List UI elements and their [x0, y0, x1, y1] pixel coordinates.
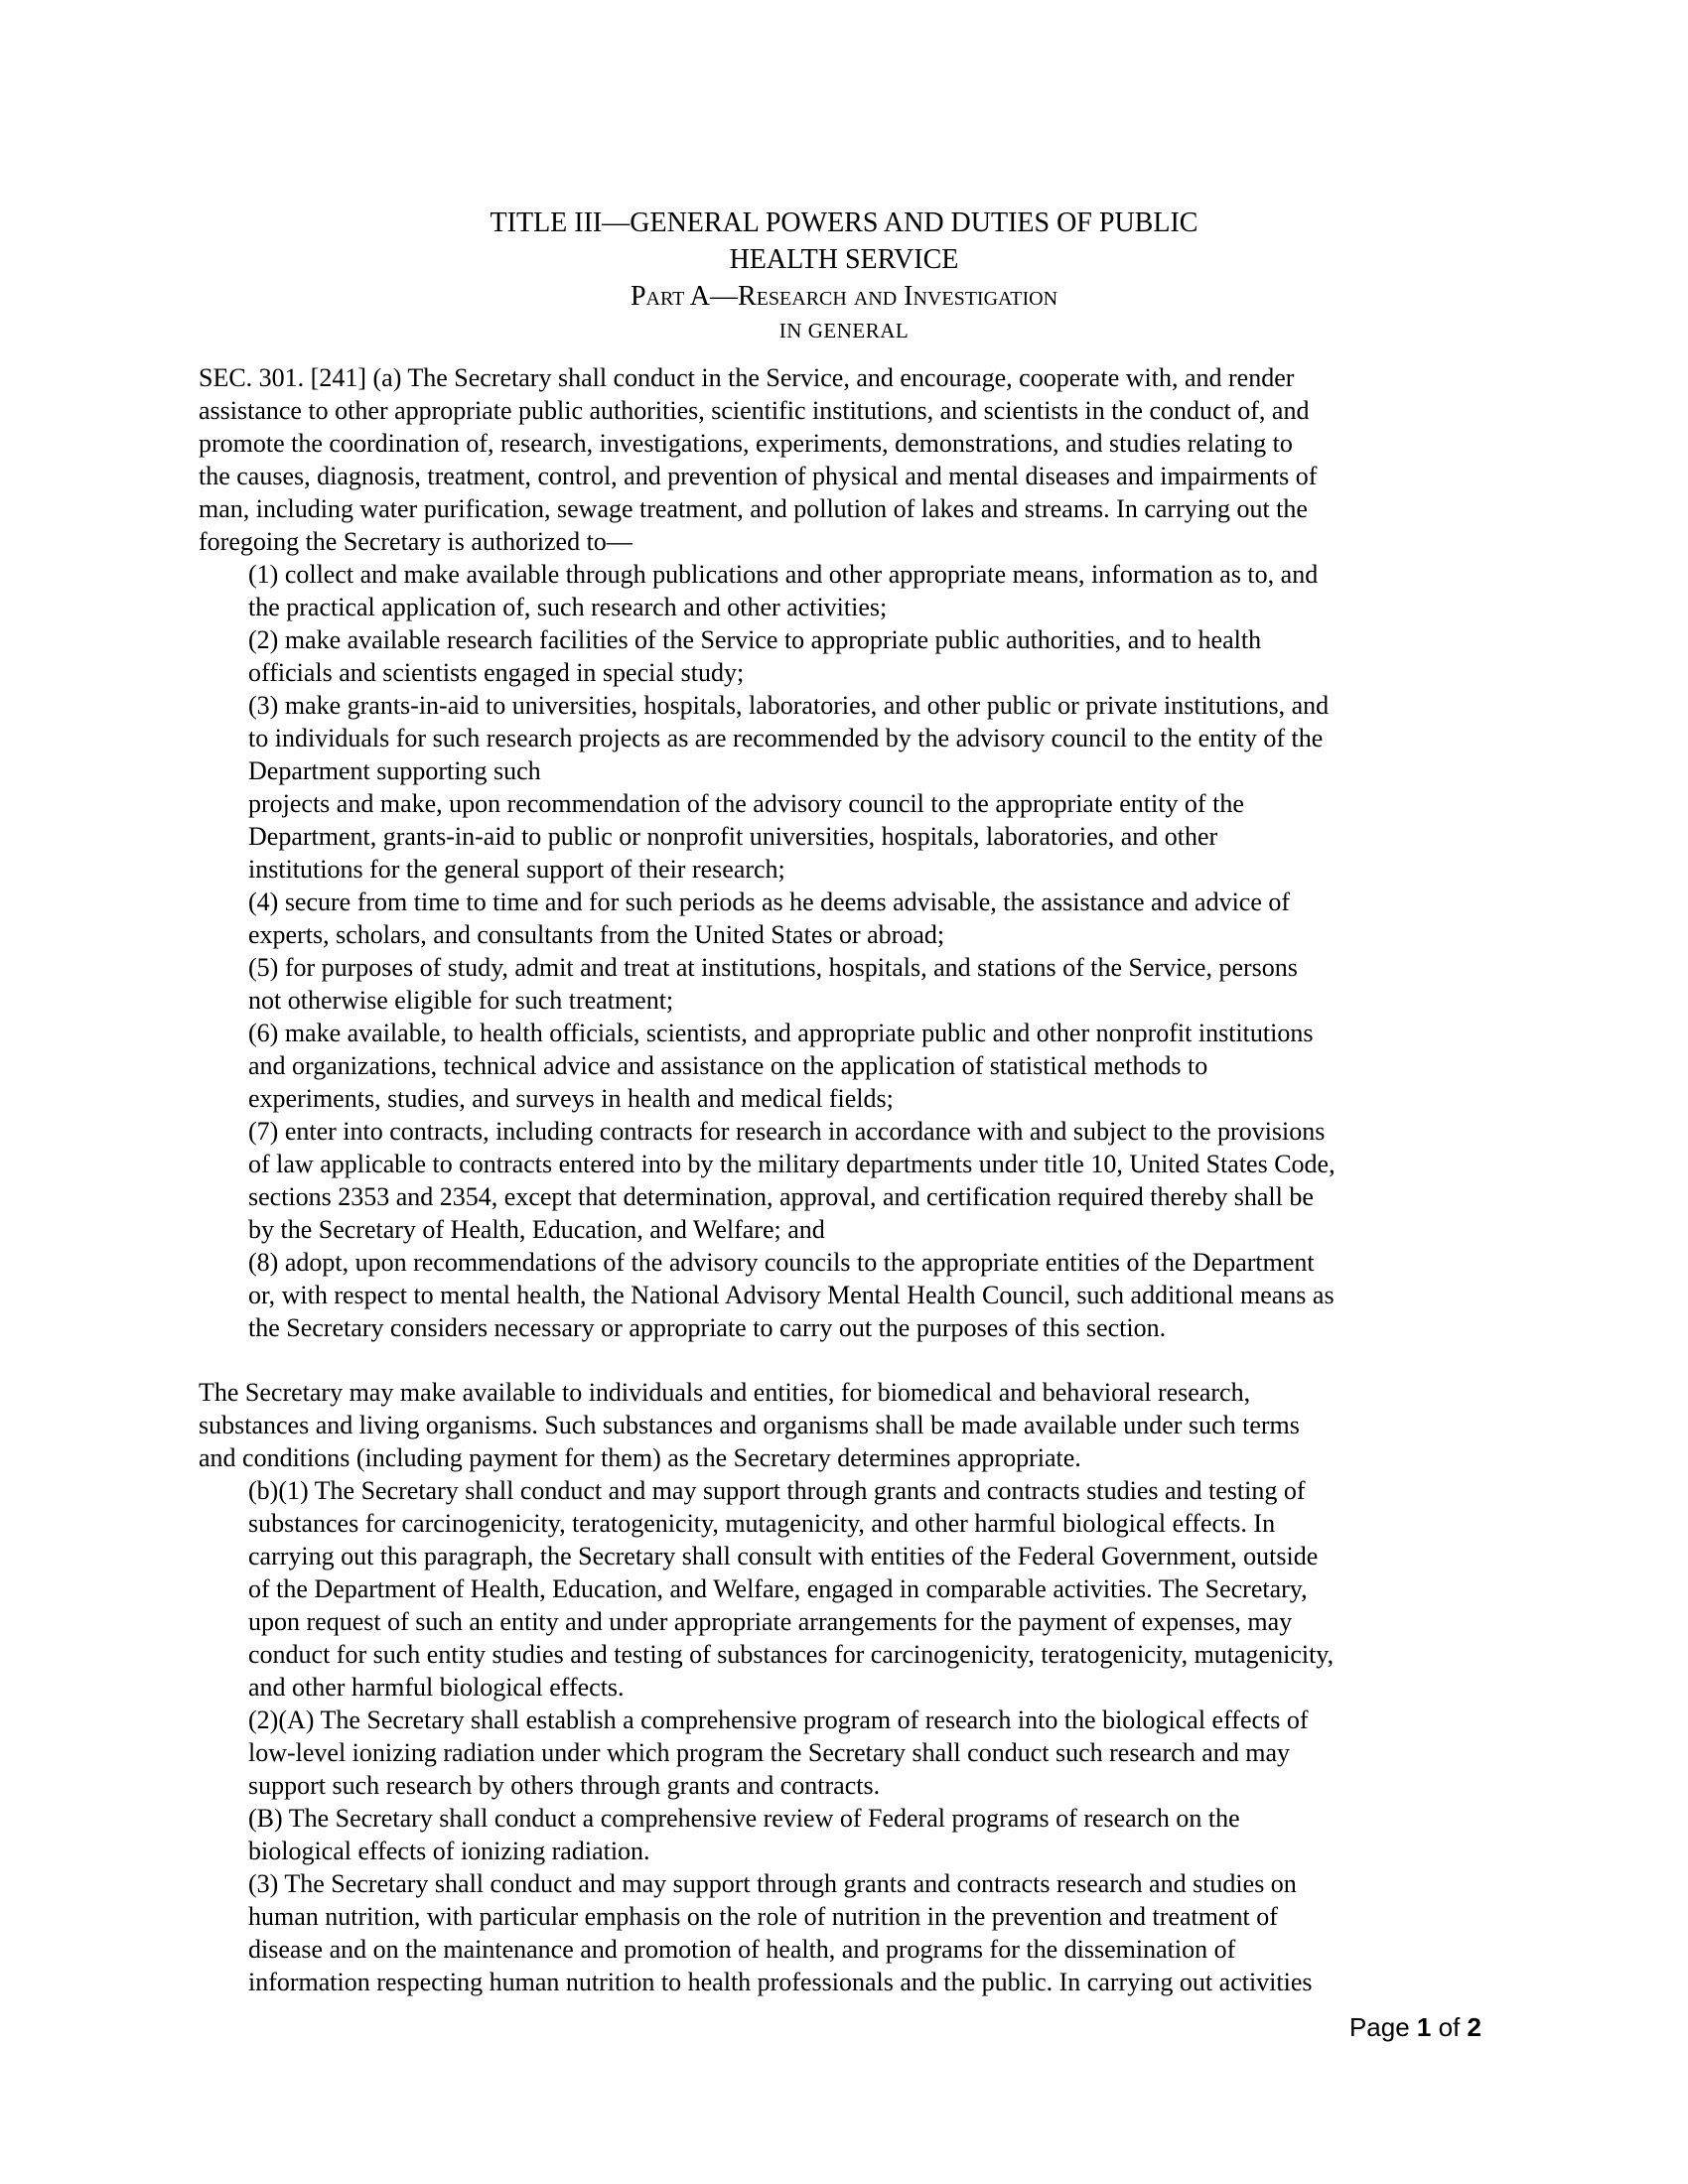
page-label: Page [1348, 2012, 1410, 2042]
paragraph-sec-301 [199, 361, 1489, 558]
paragraph-3 [248, 1867, 1489, 1998]
text-line: the causes, diagnosis, treatment, control, and prevention of physical and mental diseases and impairments of [199, 462, 1318, 490]
text-line: support such research by others through grants and contracts. [248, 1771, 881, 1800]
text-line: (b)(1) The Secretary shall conduct and may support through grants and contracts studies and testing of [248, 1476, 1306, 1505]
text-line: man, including water purification, sewage treatment, and pollution of lakes and streams. In carrying out the [199, 494, 1308, 523]
text-line: disease and on the maintenance and promotion of health, and programs for the dissemination of [248, 1935, 1236, 1964]
text-line: (6) make available, to health officials, scientists, and appropriate public and other nonprofit institutions [248, 1019, 1314, 1047]
text-line: foregoing the Secretary is authorized to— [199, 527, 633, 556]
text-line: or, with respect to mental health, the National Advisory Mental Health Council, such additional means as [248, 1281, 1335, 1309]
text-line: (3) make grants-in-aid to universities, hospitals, laboratories, and other public or private institutions, and [248, 691, 1330, 720]
part-heading: Part A—Research and Investigation [630, 281, 1058, 312]
paragraph-2a [248, 1704, 1489, 1802]
list-item-2 [248, 623, 1489, 689]
list-item-4 [248, 886, 1489, 951]
list-item-3 [248, 689, 1489, 886]
text-line: projects and make, upon recommendation of the advisory council to the appropriate entity of the [248, 789, 1244, 818]
text-line: (4) secure from time to time and for such periods as he deems advisable, the assistance and advice of [248, 887, 1291, 916]
text-line: to individuals for such research projects as are recommended by the advisory council to the entity of the [248, 724, 1324, 752]
list-item-5 [248, 951, 1489, 1017]
paragraph-secretary-substances [199, 1376, 1489, 1474]
list-item-1 [248, 558, 1489, 623]
text-line: of law applicable to contracts entered into by the military departments under title 10, United States Code, [248, 1150, 1336, 1178]
text-line: (8) adopt, upon recommendations of the advisory councils to the appropriate entities of the Department [248, 1248, 1315, 1277]
text-line: low-level ionizing radiation under which program the Secretary shall conduct such research and may [248, 1738, 1291, 1767]
text-line: the practical application of, such research and other activities; [248, 593, 888, 621]
text-line: substances for carcinogenicity, teratogenicity, mutagenicity, and other harmful biological effects. In [248, 1509, 1276, 1538]
text-line: Department supporting such [248, 756, 541, 785]
text-line: Department, grants-in-aid to public or nonprofit universities, hospitals, laboratories, and other [248, 822, 1218, 851]
text-line: (7) enter into contracts, including contracts for research in accordance with and subject to the provisions [248, 1117, 1326, 1146]
text-line: sections 2353 and 2354, except that determination, approval, and certification required thereby shall be [248, 1182, 1314, 1211]
list-item-8 [248, 1246, 1489, 1344]
text-line: biological effects of ionizing radiation. [248, 1837, 650, 1865]
of-label: of [1438, 2012, 1461, 2042]
document-body [199, 361, 1489, 1998]
text-line: and conditions (including payment for them) as the Secretary determines appropriate. [199, 1443, 1081, 1472]
document-content [199, 205, 1489, 1998]
text-line: and organizations, technical advice and assistance on the application of statistical methods to [248, 1051, 1208, 1080]
text-line: (3) The Secretary shall conduct and may support through grants and contracts research and studies on [248, 1869, 1297, 1898]
list-item-6 [248, 1017, 1489, 1115]
text-line: substances and living organisms. Such substances and organisms shall be made available under such terms [199, 1411, 1300, 1439]
page-footer [1349, 2012, 1481, 2043]
section-heading: IN GENERAL [778, 319, 910, 342]
title-line-1: TITLE III—GENERAL POWERS AND DUTIES OF PUBLIC [490, 207, 1198, 238]
text-line: and other harmful biological effects. [248, 1673, 625, 1702]
text-line: institutions for the general support of their research; [248, 855, 785, 884]
text-line: carrying out this paragraph, the Secretary shall consult with entities of the Federal Government, outside [248, 1542, 1319, 1570]
paragraph-b [248, 1802, 1489, 1867]
page-total: 2 [1467, 2012, 1481, 2042]
paragraph-b1 [248, 1474, 1489, 1704]
text-line: by the Secretary of Health, Education, and Welfare; and [248, 1215, 825, 1244]
text-line: (2) make available research facilities of the Service to appropriate public authorities, and to health [248, 625, 1262, 654]
text-line: conduct for such entity studies and testing of substances for carcinogenicity, teratogenicity, mutagenicity, [248, 1640, 1335, 1669]
text-line: information respecting human nutrition to health professionals and the public. In carrying out activities [248, 1968, 1313, 1996]
text-line: the Secretary considers necessary or appropriate to carry out the purposes of this section. [248, 1313, 1167, 1342]
text-line: (B) The Secretary shall conduct a comprehensive review of Federal programs of research on the [248, 1804, 1240, 1833]
list-item-7 [248, 1115, 1489, 1246]
title-line-2: HEALTH SERVICE [729, 244, 959, 275]
text-line: of the Department of Health, Education, and Welfare, engaged in comparable activities. The Secretary, [248, 1574, 1308, 1603]
text-line: upon request of such an entity and under appropriate arrangements for the payment of expenses, may [248, 1607, 1293, 1636]
text-line: (2)(A) The Secretary shall establish a comprehensive program of research into the biological effects of [248, 1706, 1309, 1734]
text-line: (1) collect and make available through publications and other appropriate means, information as to, and [248, 560, 1319, 589]
text-line: officials and scientists engaged in special study; [248, 658, 745, 687]
text-line: human nutrition, with particular emphasis on the role of nutrition in the prevention and treatment of [248, 1902, 1278, 1931]
text-line: assistance to other appropriate public authorities, scientific institutions, and scientists in the conduct of, and [199, 396, 1310, 425]
text-line: The Secretary may make available to individuals and entities, for biomedical and behavioral research, [199, 1378, 1251, 1407]
text-line: experiments, studies, and surveys in health and medical fields; [248, 1084, 894, 1113]
page-number: 1 [1416, 2012, 1432, 2042]
text-line: not otherwise eligible for such treatment; [248, 986, 674, 1015]
text-line: SEC. 301. [241] (a) The Secretary shall conduct in the Service, and encourage, cooperate with, and render [199, 363, 1295, 392]
text-line: promote the coordination of, research, investigations, experiments, demonstrations, and studies relating to [199, 429, 1293, 458]
text-line: experts, scholars, and consultants from the United States or abroad; [248, 920, 945, 949]
text-line: (5) for purposes of study, admit and treat at institutions, hospitals, and stations of the Service, persons [248, 953, 1298, 982]
document-heading [199, 205, 1489, 346]
